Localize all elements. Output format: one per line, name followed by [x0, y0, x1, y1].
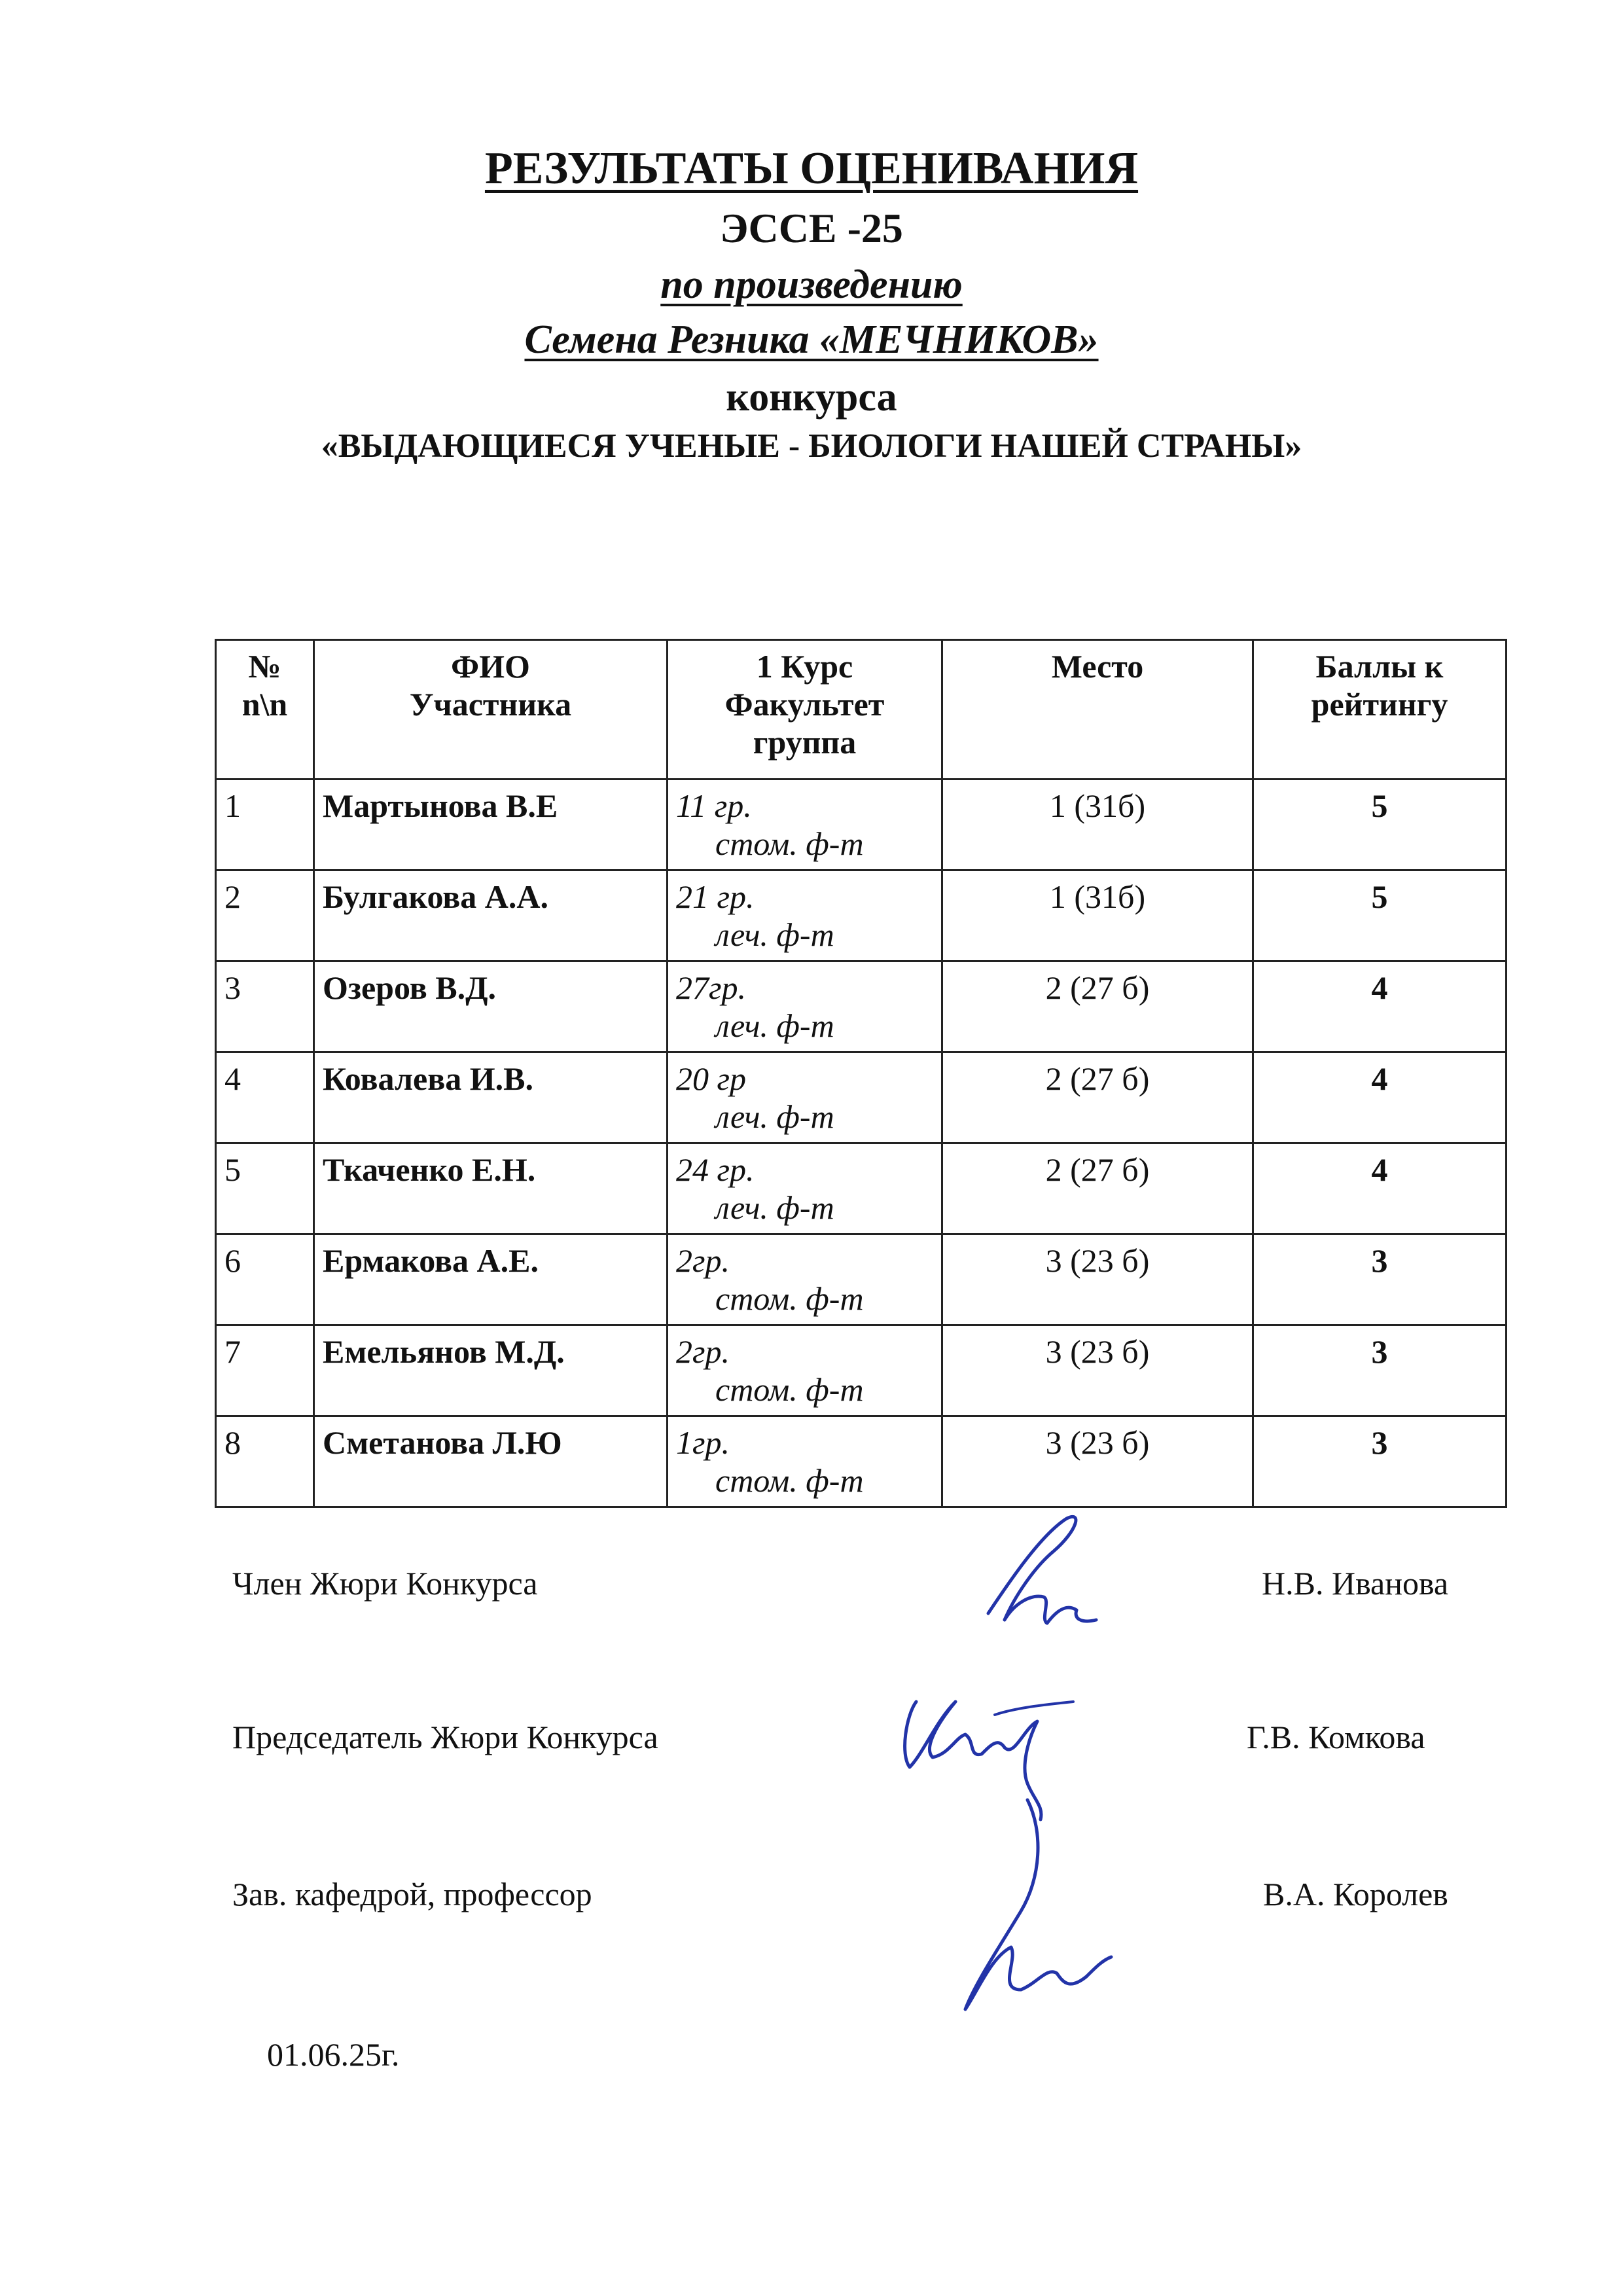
- table-row: [216, 1234, 1507, 1325]
- rating-points: 5: [1253, 780, 1507, 870]
- header-points-line2: рейтингу: [1311, 686, 1448, 723]
- essay-label: ЭССЕ -25: [720, 205, 903, 251]
- group-cell: [668, 1143, 942, 1234]
- row-number: 8: [216, 1416, 314, 1507]
- table-row: [216, 961, 1507, 1052]
- faculty: стом. ф-т: [715, 1462, 864, 1499]
- rating-points: 3: [1253, 1416, 1507, 1507]
- work-prefix: по произведению: [660, 262, 963, 307]
- rating-points: 4: [1253, 961, 1507, 1052]
- department-head-name: В.А. Королев: [1263, 1876, 1448, 1912]
- group-number: 1гр.: [676, 1424, 730, 1461]
- place: 1 (31б): [942, 780, 1253, 870]
- participant-name: Озеров В.Д.: [314, 961, 668, 1052]
- rating-points: 5: [1253, 870, 1507, 961]
- jury-member-name: Н.В. Иванова: [1262, 1565, 1449, 1602]
- table-row: [216, 1416, 1507, 1507]
- participant-name: Булгакова А.А.: [314, 870, 668, 961]
- faculty: леч. ф-т: [715, 1007, 834, 1044]
- row-number: 1: [216, 780, 314, 870]
- header-name-line2: Участника: [409, 686, 572, 723]
- rating-points: 4: [1253, 1143, 1507, 1234]
- document-title: РЕЗУЛЬТАТЫ ОЦЕНИВАНИЯ: [484, 143, 1139, 194]
- table-row: [216, 1325, 1507, 1416]
- header-name-line1: ФИО: [451, 648, 530, 685]
- faculty: стом. ф-т: [715, 825, 864, 862]
- group-cell: [668, 1416, 942, 1507]
- jury-chair-role: Председатель Жюри Конкурса: [232, 1719, 658, 1755]
- group-cell: [668, 1234, 942, 1325]
- group-number: 11 гр.: [676, 787, 752, 824]
- group-cell: [668, 1325, 942, 1416]
- participant-name: Ермакова А.Е.: [314, 1234, 668, 1325]
- table-header-row: [216, 640, 1507, 780]
- group-number: 21 гр.: [676, 878, 755, 915]
- place: 2 (27 б): [942, 1143, 1253, 1234]
- table-row: [216, 870, 1507, 961]
- place: 3 (23 б): [942, 1234, 1253, 1325]
- row-number: 5: [216, 1143, 314, 1234]
- header-points-line1: Баллы к: [1315, 648, 1444, 685]
- group-number: 27гр.: [676, 969, 747, 1006]
- group-number: 24 гр.: [676, 1151, 755, 1188]
- group-number: 2гр.: [676, 1333, 730, 1370]
- header-name: [314, 640, 668, 780]
- faculty: леч. ф-т: [715, 1189, 834, 1226]
- author-work: Семена Резника «МЕЧНИКОВ»: [524, 317, 1099, 362]
- place: 2 (27 б): [942, 1052, 1253, 1143]
- faculty: леч. ф-т: [715, 916, 834, 953]
- rating-points: 3: [1253, 1325, 1507, 1416]
- header-place: [942, 640, 1253, 780]
- header-num-line2: n\n: [241, 686, 288, 723]
- document-date: 01.06.25г.: [267, 2036, 400, 2073]
- header-place-label: Место: [1051, 648, 1144, 685]
- participant-name: Емельянов М.Д.: [314, 1325, 668, 1416]
- header-points: [1253, 640, 1507, 780]
- faculty: леч. ф-т: [715, 1098, 834, 1135]
- faculty: стом. ф-т: [715, 1280, 864, 1317]
- rating-points: 3: [1253, 1234, 1507, 1325]
- group-cell: [668, 870, 942, 961]
- row-number: 7: [216, 1325, 314, 1416]
- department-head-role: Зав. кафедрой, профессор: [232, 1876, 592, 1912]
- header-num-line1: №: [248, 648, 281, 685]
- participant-name: Сметанова Л.Ю: [314, 1416, 668, 1507]
- row-number: 2: [216, 870, 314, 961]
- row-number: 3: [216, 961, 314, 1052]
- contest-name: «ВЫДАЮЩИЕСЯ УЧЕНЫЕ - БИОЛОГИ НАШЕЙ СТРАНЫ»: [321, 427, 1302, 465]
- group-number: 20 гр: [676, 1060, 747, 1097]
- rating-points: 4: [1253, 1052, 1507, 1143]
- place: 3 (23 б): [942, 1416, 1253, 1507]
- jury-member-role: Член Жюри Конкурса: [232, 1565, 538, 1602]
- group-cell: [668, 961, 942, 1052]
- participant-name: Ковалева И.В.: [314, 1052, 668, 1143]
- table-row: [216, 1052, 1507, 1143]
- group-cell: [668, 1052, 942, 1143]
- header-group-line1: 1 Курс: [756, 648, 853, 685]
- row-number: 6: [216, 1234, 314, 1325]
- header-num: [216, 640, 314, 780]
- results-table: [215, 639, 1507, 1508]
- table-row: [216, 780, 1507, 870]
- header-group-line3: группа: [753, 724, 857, 761]
- place: 2 (27 б): [942, 961, 1253, 1052]
- header-group: [668, 640, 942, 780]
- place: 1 (31б): [942, 870, 1253, 961]
- row-number: 4: [216, 1052, 314, 1143]
- group-cell: [668, 780, 942, 870]
- participant-name: Ткаченко Е.Н.: [314, 1143, 668, 1234]
- header-group-line2: Факультет: [724, 686, 885, 723]
- signature-korolev-icon: [929, 1793, 1113, 2016]
- place: 3 (23 б): [942, 1325, 1253, 1416]
- table-row: [216, 1143, 1507, 1234]
- signature-ivanova-icon: [969, 1505, 1099, 1636]
- faculty: стом. ф-т: [715, 1371, 864, 1408]
- participant-name: Мартынова В.Е: [314, 780, 668, 870]
- group-number: 2гр.: [676, 1242, 730, 1279]
- contest-word: конкурса: [726, 375, 897, 420]
- jury-chair-name: Г.В. Комкова: [1247, 1719, 1425, 1755]
